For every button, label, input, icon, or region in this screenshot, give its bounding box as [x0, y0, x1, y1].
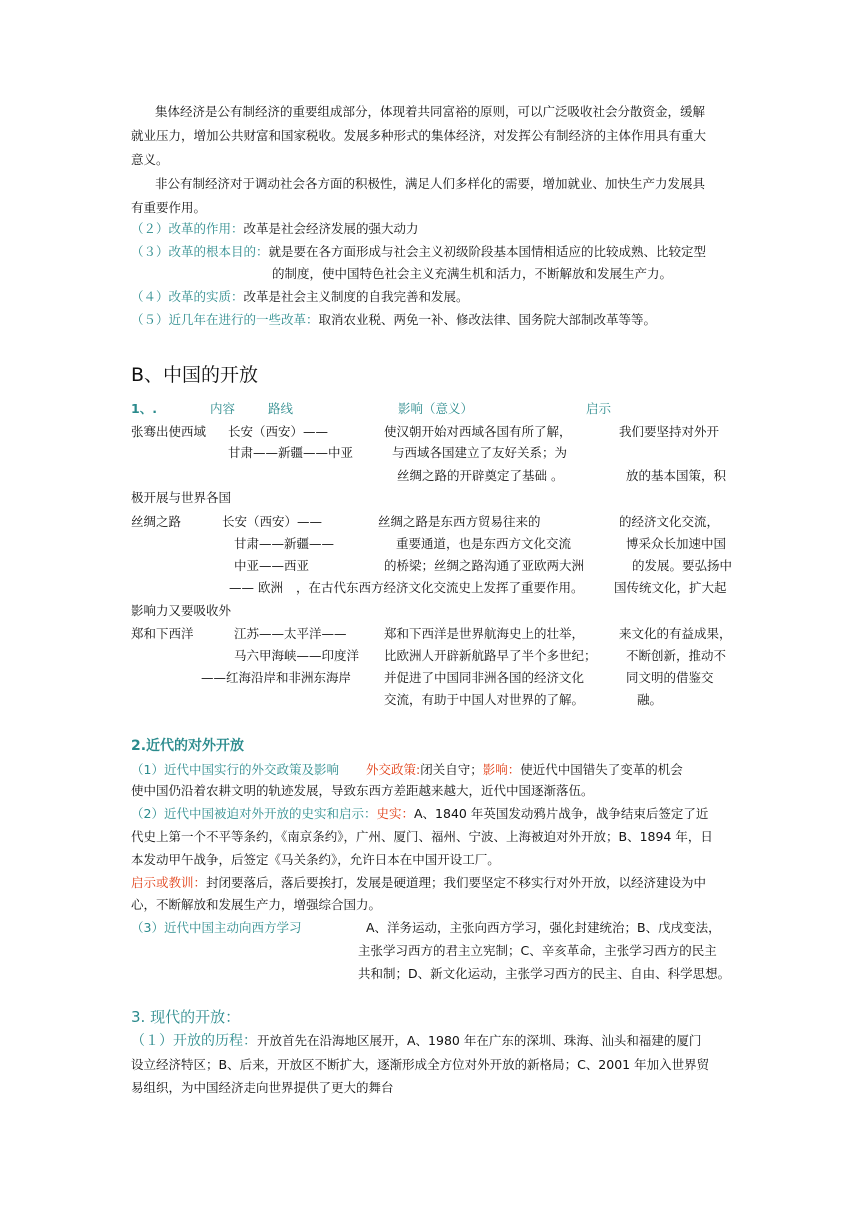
reform-5-label: （５）近几年在进行的一些改革： [131, 312, 319, 327]
zq-route-2: 甘肃——新疆——中亚 [228, 445, 354, 460]
reform-4-text: 改革是社会主义制度的自我完善和发展。 [243, 289, 469, 304]
reform-3-text-1: 就是要在各方面形成与社会主义初级阶段基本国情相适应的比较成熟、比较定型 [268, 244, 707, 259]
current-line-2: 设立经济特区；B、后来，开放区不断扩大，逐渐形成全方位对外开放的新格局；C、2001 年加入世界贸 [131, 1057, 710, 1072]
modern-item-2 [131, 804, 708, 824]
zq-insight-wrap: 极开展与世界各国 [131, 490, 232, 505]
silk-route-4: —— 欧洲 [229, 580, 283, 595]
silk-route-2: 甘肃——新疆—— [234, 536, 335, 551]
modern-1-influence-label: 影响： [482, 762, 521, 777]
p1-line-3: 意义。 [131, 152, 169, 167]
current-line-1: 开放首先在沿海地区展开，A、1980 年在广东的深圳、珠海、汕头和福建的厦门 [257, 1033, 702, 1048]
zh-insight-3: 同文明的借鉴交 [626, 670, 714, 685]
modern-1-policy-label: 外交政策: [366, 762, 421, 777]
modern-2-line-3: 本发动甲午战争，后签定《马关条约》，允许日本在中国开设工厂。 [131, 852, 500, 867]
silk-insight-1: 的经济文化交流， [619, 514, 720, 529]
silk-route-3: 中亚——西亚 [234, 558, 310, 573]
header-number: 1、. [131, 401, 157, 416]
zh-insight-2: 不断创新，推动不 [626, 648, 727, 663]
zh-route-1: 江苏——太平洋—— [234, 626, 347, 641]
modern-2-line-1: A、1840 年英国发动鸦片战争，战争结束后签定了近 [413, 806, 709, 821]
reform-3-label: （３）改革的根本目的： [131, 244, 269, 259]
reform-3-text-2: 的制度，使中国特色社会主义充满生机和活力，不断解放和发展生产力。 [272, 266, 673, 281]
silk-insight-wrap: 影响力又要吸收外 [131, 603, 232, 618]
section-b-title: B、中国的开放 [131, 364, 259, 386]
current-title: 3. 现代的开放： [131, 1008, 241, 1026]
reform-item-3 [131, 242, 706, 262]
lesson-label: 启示或教训： [131, 875, 207, 890]
modern-2-line-2: 代史上第一个不平等条约，《南京条约》，广州、厦门、福州、宁波、上海被迫对外开放；B、1894 年，日 [131, 829, 713, 844]
zq-route-1: 长安（西安）—— [228, 424, 329, 439]
zh-name: 郑和下西洋 [131, 626, 194, 641]
zh-route-2: 马六甲海峡——印度洋 [234, 648, 360, 663]
zq-insight-2: 放的基本国策，积 [626, 468, 727, 483]
modern-1-line-2: 使中国仍沿着农耕文明的轨迹发展，导致东西方差距越来越大，近代中国逐渐落伍。 [131, 783, 594, 798]
silk-influence-3: 的桥梁；丝绸之路沟通了亚欧两大洲 [384, 558, 585, 573]
modern-3-label: （3）近代中国主动向西方学习 [131, 920, 302, 935]
modern-item-1-detail [366, 760, 683, 780]
reform-2-text: 改革是社会经济发展的强大动力 [243, 221, 419, 236]
p1-line-2: 就业压力，增加公共财富和国家税收。发展多种形式的集体经济，对发挥公有制经济的主体作用具有重大 [131, 128, 707, 143]
modern-item-1 [131, 760, 339, 780]
silk-name: 丝绸之路 [131, 514, 182, 529]
zh-influence-4: 交流，有助于中国人对世界的了解。 [384, 692, 585, 707]
header-content: 内容 [210, 401, 236, 416]
header-insight: 启示 [586, 401, 612, 416]
reform-2-label: （２）改革的作用： [131, 221, 244, 236]
modern-title: 2.近代的对外开放 [131, 738, 245, 754]
zh-insight-1: 来文化的有益成果， [619, 626, 732, 641]
zq-name: 张骞出使西域 [131, 424, 207, 439]
zq-influence-2: 与西域各国建立了友好关系；为 [392, 445, 568, 460]
zh-insight-4: 融。 [637, 692, 663, 707]
modern-3-line-2: 主张学习西方的君主立宪制；C、辛亥革命，主张学习西方的民主 [358, 943, 717, 958]
zh-influence-1: 郑和下西洋是世界航海史上的壮举， [384, 626, 585, 641]
reform-4-label: （４）改革的实质： [131, 289, 244, 304]
modern-2-fact-label: 史实： [376, 806, 414, 821]
lesson-line-2: 心，不断解放和发展生产力，增强综合国力。 [131, 897, 382, 912]
silk-insight-2: 博采众长加速中国 [626, 536, 727, 551]
zh-influence-3: 并促进了中国同非洲各国的经济文化 [384, 670, 585, 685]
silk-insight-4: 国传统文化，扩大起 [614, 580, 727, 595]
reform-5-text: 取消农业税、两免一补、修改法律、国务院大部制改革等等。 [318, 312, 657, 327]
lesson [131, 873, 706, 893]
silk-insight-3: 的发展。要弘扬中 [632, 558, 733, 573]
current-item-1 [131, 1031, 701, 1051]
reform-item-2 [131, 219, 419, 239]
modern-1-policy: 闭关自守； [420, 762, 483, 777]
zq-influence-1: 使汉朝开始对西域各国有所了解， [384, 424, 572, 439]
modern-3-line-3: 共和制；D、新文化运动，主张学习西方的民主、自由、科学思想。 [358, 966, 731, 981]
modern-1-label: （1）近代中国实行的外交政策及影响 [131, 762, 339, 777]
p1-line-1: 集体经济是公有制经济的重要组成部分，体现着共同富裕的原则，可以广泛吸收社会分散资金，缓解 [155, 104, 706, 119]
reform-item-4 [131, 287, 469, 307]
current-1-label: （１）开放的历程： [131, 1033, 257, 1049]
silk-route-1: 长安（西安）—— [222, 514, 323, 529]
modern-2-label: （2）近代中国被迫对外开放的史实和启示： [131, 806, 377, 821]
header-route: 路线 [268, 401, 294, 416]
zh-influence-2: 比欧洲人开辟新航路早了半个多世纪； [384, 648, 597, 663]
zh-route-3: ——红海沿岸和非洲东海岸 [201, 670, 352, 685]
silk-influence-2: 重要通道，也是东西方文化交流 [396, 536, 572, 551]
silk-influence-4: ，在古代东西方经济文化交流史上发挥了重要作用。 [296, 580, 584, 595]
silk-influence-1: 丝绸之路是东西方贸易往来的 [378, 514, 541, 529]
current-line-3: 易组织，为中国经济走向世界提供了更大的舞台 [131, 1080, 394, 1095]
header-influence: 影响（意义） [398, 401, 474, 416]
p2-line-2: 有重要作用。 [131, 200, 207, 215]
zq-influence-3: 丝绸之路的开辟奠定了基础 。 [397, 468, 564, 483]
lesson-line-1: 封闭要落后，落后要挨打，发展是硬道理；我们要坚定不移实行对外开放，以经济建设为中 [206, 875, 707, 890]
modern-1-influence: 使近代中国错失了变革的机会 [520, 762, 683, 777]
p2-line-1: 非公有制经济对于调动社会各方面的积极性，满足人们多样化的需要，增加就业、加快生产力发展具 [155, 176, 706, 191]
reform-item-5 [131, 310, 656, 330]
modern-3-line-1: A、洋务运动，主张向西方学习，强化封建统治；B、戊戌变法， [366, 920, 721, 935]
zq-insight-1: 我们要坚持对外开 [619, 424, 720, 439]
